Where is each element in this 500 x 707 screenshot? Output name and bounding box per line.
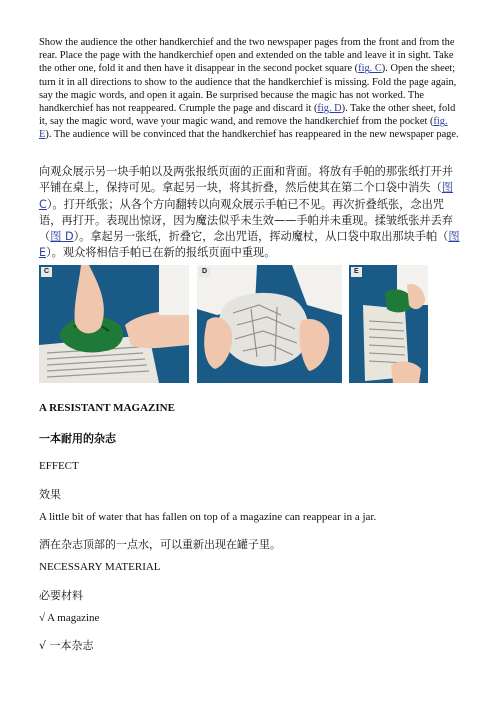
- text-run: ）。拿起另一张纸，折叠它，念出咒语，挥动魔杖，从口袋中取出那块手帕（: [73, 230, 449, 244]
- figure-label: E: [351, 267, 362, 277]
- figure-label: C: [41, 267, 52, 277]
- instructions-paragraph-zh: [39, 164, 462, 262]
- text-run: ). Open the sheet; turn it in all directions to show to the audience that the handkerchief is missing. Fold the page again, say the magic words, and open it again. Be surprised because the magic has not worked. The handkerchief has not reappeared. Crumple the page and discard it (: [39, 63, 457, 115]
- effect-text-zh: 洒在杂志顶部的一点水，可以重新出现在罐子里。: [39, 538, 281, 551]
- section-title-zh: 一本耐用的杂志: [39, 432, 116, 445]
- figure-label: D: [199, 267, 210, 277]
- effect-heading-en: EFFECT: [39, 460, 79, 472]
- crumpled-newspaper-image: [197, 265, 342, 383]
- text-run: ）。打开纸张；从各个方向翻转以向观众展示手帕已不见。再次折叠纸张，念出咒语，再打开。表现出惊讶，因为魔法似乎未生效——手帕并未重现。揉皱纸张并丢弃（: [39, 197, 453, 244]
- figure-e-link-zh[interactable]: 图 E: [39, 230, 460, 260]
- figure-e-link[interactable]: fig. E: [39, 116, 448, 141]
- hands-newspaper-handkerchief-image: [39, 265, 189, 383]
- effect-heading-zh: 效果: [39, 488, 61, 501]
- effect-text-en: A little bit of water that has fallen on top of a magazine can reappear in a jar.: [39, 511, 377, 523]
- figure-c-photo: [39, 265, 189, 383]
- instructions-paragraph-en: [39, 36, 460, 142]
- figure-c-link-zh[interactable]: 图 C: [39, 181, 453, 211]
- folded-newspaper-image: [349, 265, 428, 383]
- figure-strip: [39, 265, 428, 383]
- figure-e-photo: [349, 265, 428, 383]
- material-heading-zh: 必要材料: [39, 589, 83, 602]
- text-run: ). Take the other sheet, fold it, say the magic word, wave your magic wand, and remove the handkerchief from the pocket (: [39, 103, 456, 128]
- text-run: ）。观众将相信手帕已在新的报纸页面中重现。: [46, 246, 276, 260]
- figure-d-photo: [197, 265, 342, 383]
- material-item-zh: √ 一本杂志: [39, 639, 94, 652]
- figure-d-link[interactable]: fig. D: [317, 103, 342, 115]
- material-heading-en: NECESSARY MATERIAL: [39, 561, 161, 573]
- text-run: 向观众展示另一块手帕以及两张报纸页面的正面和背面。将放有手帕的那张纸打开并平铺在桌上，保持可见。拿起另一块，将其折叠，然后使其在第二个口袋中消失（: [39, 165, 453, 195]
- figure-c-link[interactable]: fig. C: [358, 63, 382, 75]
- section-title-en: A RESISTANT MAGAZINE: [39, 402, 175, 414]
- text-run: ). The audience will be convinced that the handkerchief has reappeared in the new newspaper page.: [45, 129, 459, 141]
- text-run: Show the audience the other handkerchief and the two newspaper pages from the front and from the rear. Place the page with the handkerchief open and extended on the table and leave it in sight. Take the other one, fold it and then have it disappear in the second pocket square (: [39, 37, 455, 75]
- material-item-en: √ A magazine: [39, 612, 100, 624]
- figure-d-link-zh[interactable]: 图 D: [50, 230, 74, 244]
